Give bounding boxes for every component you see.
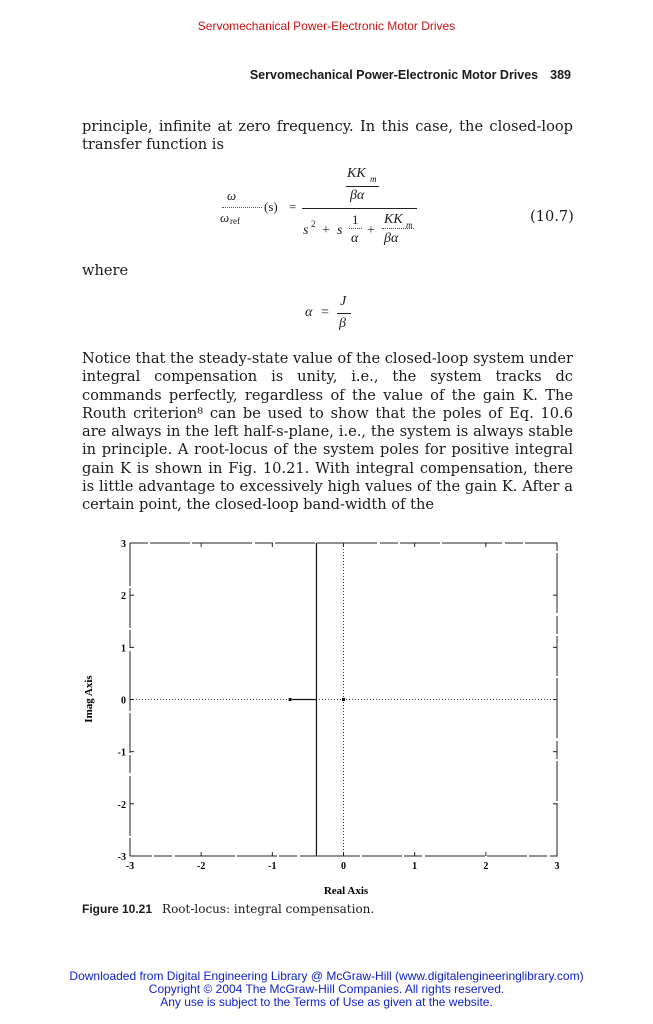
eq-den-s: s <box>337 223 343 238</box>
x-tick-label: -3 <box>125 861 135 872</box>
y-tick-label: 3 <box>121 539 126 550</box>
x-tick-label: 3 <box>554 861 560 872</box>
eq-lhs-fraction-bar <box>222 207 262 208</box>
eq-ref-subscript: ref <box>230 216 240 226</box>
equation-number: (10.7) <box>530 208 574 225</box>
x-tick-label: 0 <box>341 861 346 872</box>
eq-s-argument: (s) <box>264 199 278 214</box>
eq-numerator-bottom: βα <box>350 188 365 203</box>
eq2-denominator: β <box>339 316 346 331</box>
eq-den-frac2-subscript: m <box>406 220 413 230</box>
eq2-equals: = <box>321 305 329 320</box>
eq2-fraction-bar <box>337 313 351 314</box>
pole-marker <box>342 698 345 701</box>
x-tick-label: -1 <box>268 861 277 872</box>
running-title: Servomechanical Power-Electronic Motor Drives <box>249 68 539 82</box>
y-tick-label: -2 <box>117 799 126 811</box>
root-locus-chart <box>0 530 653 902</box>
eq-den-frac2-bar <box>382 228 414 229</box>
x-axis-label: Real Axis <box>323 885 369 897</box>
y-axis-label: Imag Axis <box>83 675 95 723</box>
eq-den-plus-2: + <box>367 223 375 238</box>
y-tick-label: -3 <box>117 852 126 863</box>
intro-paragraph: principle, infinite at zero frequency. In this case, the closed-loop transfer function is <box>82 118 573 154</box>
figure-caption <box>82 902 374 916</box>
x-tick-label: 1 <box>412 861 418 872</box>
where-text: where <box>82 262 129 279</box>
eq-omega-ref: ω <box>220 210 230 225</box>
running-header <box>250 68 571 82</box>
x-tick-label: -2 <box>196 861 206 872</box>
eq-equals: = <box>289 199 297 214</box>
footer-terms[interactable]: Any use is subject to the Terms of Use as given at the website. <box>160 995 493 1009</box>
eq-omega: ω <box>227 188 237 203</box>
top-source-link[interactable]: Servomechanical Power-Electronic Motor Drives <box>197 19 456 33</box>
page-number: 389 <box>550 68 571 82</box>
y-tick-label: 0 <box>121 695 126 707</box>
eq-numerator-subscript: m <box>370 174 377 184</box>
x-tick-label: 2 <box>483 861 489 872</box>
eq-numerator-bar <box>346 186 379 187</box>
eq-den-frac2-top: KK <box>384 212 403 227</box>
figure-caption-text: Root-locus: integral compensation. <box>162 902 375 916</box>
eq2-numerator: J <box>340 294 347 309</box>
y-tick-label: 1 <box>121 643 126 655</box>
eq-main-fraction-bar <box>302 208 417 209</box>
eq-den-s-squared: s <box>303 223 309 238</box>
eq-den-frac2-bottom: βα <box>384 231 399 246</box>
y-tick-label: 2 <box>121 591 126 603</box>
footer-copyright[interactable]: Copyright © 2004 The McGraw-Hill Companies. All rights reserved. <box>148 982 505 996</box>
eq-den-frac1-bottom: α <box>351 231 359 246</box>
eq-den-superscript: 2 <box>311 219 316 229</box>
eq-den-frac1-bar <box>349 228 362 229</box>
eq-den-frac1-top: 1 <box>352 212 359 227</box>
figure-label: Figure 10.21 <box>82 902 153 916</box>
y-tick-label: -1 <box>117 747 126 759</box>
eq-numerator-top: KK <box>347 166 366 181</box>
main-paragraph: Notice that the steady-state value of the closed-loop system under integral compensation is unity, i.e., the system tracks dc commands perfectly, regardless of the value of the gain K. The Routh criterion⁸ can be used to show that the poles of Eq. 10.6 are always in the left half-s-plane, i.e., the system is always stable in principle. A root-locus of the system poles for positive integral gain K is shown in Fig. 10.21. With integral compensation, there is little advantage to excessively high values of the gain K. After a certain point, the closed-loop band-width of the <box>82 350 573 514</box>
pole-marker <box>289 698 292 701</box>
footer <box>0 970 653 1009</box>
footer-download-link[interactable]: Downloaded from Digital Engineering Library @ McGraw-Hill (www.digitalengineeringlibrary.com) <box>69 969 584 983</box>
eq2-alpha: α <box>305 305 313 320</box>
eq-den-plus-1: + <box>322 223 330 238</box>
